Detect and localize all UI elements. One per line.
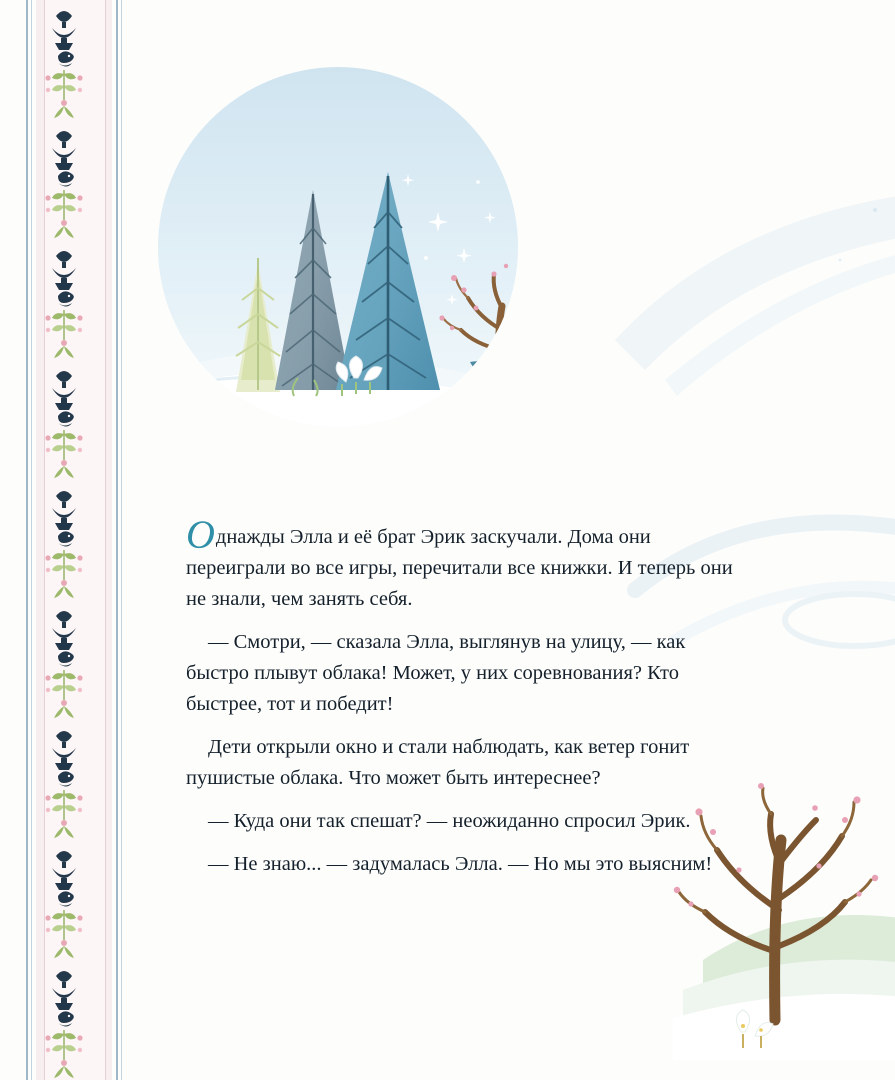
paragraph-5: — Не знаю... — задумалась Элла. — Но мы это выясним!	[208, 853, 713, 875]
paragraph-2: — Смотри, — сказала Элла, выглянув на улицу, — как быстро плывут облака! Может, у них соревнования? Кто быстрее, тот и победит!	[186, 631, 686, 715]
paragraph-1	[186, 512, 734, 615]
story-text	[186, 512, 734, 880]
border-rule-outer	[26, 0, 28, 1080]
snow-arc-illustration	[575, 150, 895, 450]
winter-forest-round-illustration	[108, 62, 568, 462]
drop-cap: О	[186, 512, 215, 557]
paragraph-4: — Куда они так спешат? — неожиданно спросил Эрик.	[208, 810, 691, 832]
border-floral-motifs	[36, 0, 112, 1080]
border-rule-outer-thin	[31, 0, 32, 1080]
paragraph-3: Дети открыли окно и стали наблюдать, как ветер гонит пушистые облака. Что может быть интереснее?	[186, 736, 690, 789]
paragraph-1-text: днажды Элла и её брат Эрик заскучали. Дома они переиграли во все игры, перечитали все книжки. И теперь они не знали, чем занять себя.	[186, 526, 733, 610]
